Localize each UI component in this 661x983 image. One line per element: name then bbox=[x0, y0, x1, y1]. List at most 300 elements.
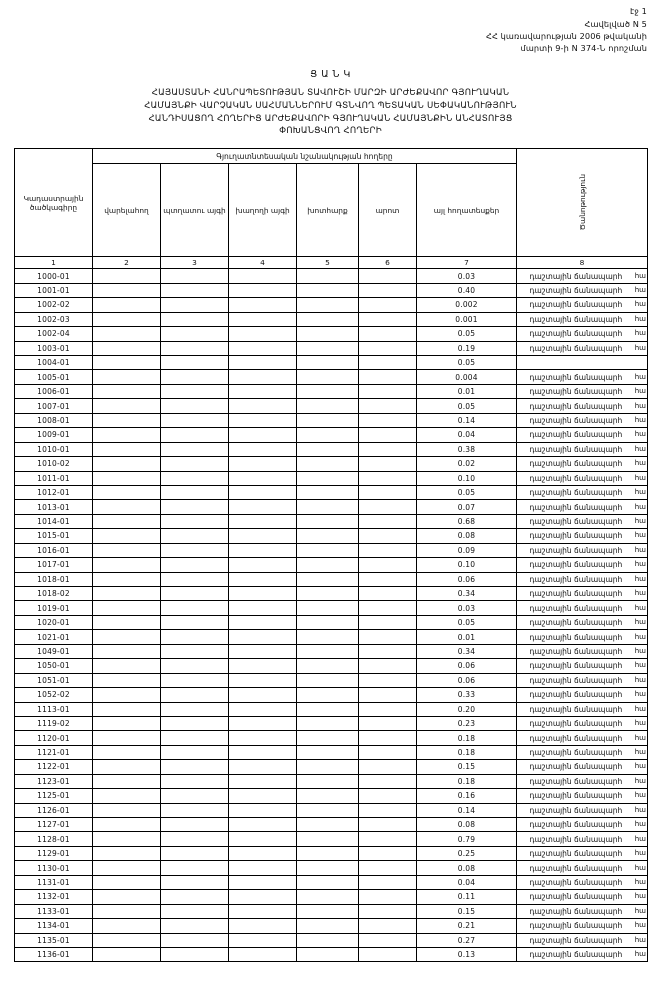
cell-note-text: դաշտային ճանապարհ bbox=[529, 791, 623, 801]
cell-arable bbox=[93, 500, 161, 514]
cell-note-unit: հա bbox=[634, 762, 647, 771]
cell-pasture bbox=[359, 933, 417, 947]
cell-vineyard bbox=[229, 774, 297, 788]
cell-vineyard bbox=[229, 904, 297, 918]
cell-arable bbox=[93, 269, 161, 283]
cell-note-unit: հա bbox=[634, 921, 647, 930]
column-header-orchard: պտղատու այգի bbox=[161, 164, 229, 257]
cell-cadastral-code: 1018-02 bbox=[15, 587, 93, 601]
cell-note-text: դաշտային ճանապարհ bbox=[529, 329, 623, 339]
cell-other-lands: 0.68 bbox=[417, 514, 517, 528]
cell-note-unit: հա bbox=[634, 271, 647, 280]
table-row bbox=[15, 688, 648, 702]
cell-note bbox=[517, 442, 648, 456]
cell-note-text: դաշտային ճանապարհ bbox=[529, 300, 623, 310]
cell-orchard bbox=[161, 731, 229, 745]
cell-note bbox=[517, 399, 648, 413]
cell-arable bbox=[93, 919, 161, 933]
cell-cadastral-code: 1014-01 bbox=[15, 514, 93, 528]
cell-orchard bbox=[161, 904, 229, 918]
cell-pasture bbox=[359, 832, 417, 846]
cell-vineyard bbox=[229, 702, 297, 716]
cell-note-text: դաշտային ճանապարհ bbox=[529, 603, 623, 613]
cell-vineyard bbox=[229, 457, 297, 471]
cell-arable bbox=[93, 485, 161, 499]
cell-other-lands: 0.38 bbox=[417, 442, 517, 456]
cell-note-text: դաշտային ճանապարհ bbox=[529, 473, 623, 483]
table-row bbox=[15, 572, 648, 586]
cell-note-unit: հա bbox=[634, 719, 647, 728]
cell-vineyard bbox=[229, 327, 297, 341]
cell-arable bbox=[93, 861, 161, 875]
cell-arable bbox=[93, 803, 161, 817]
cell-orchard bbox=[161, 947, 229, 961]
cell-note-text: դաշտային ճանապարհ bbox=[529, 545, 623, 555]
cell-hayfield bbox=[297, 789, 359, 803]
cell-note bbox=[517, 774, 648, 788]
cell-other-lands: 0.04 bbox=[417, 875, 517, 889]
cell-cadastral-code: 1122-01 bbox=[15, 760, 93, 774]
cell-arable bbox=[93, 615, 161, 629]
cell-note-unit: հա bbox=[634, 820, 647, 829]
cell-pasture bbox=[359, 399, 417, 413]
cell-hayfield bbox=[297, 846, 359, 860]
cell-arable bbox=[93, 601, 161, 615]
cell-pasture bbox=[359, 514, 417, 528]
cell-pasture bbox=[359, 947, 417, 961]
cell-arable bbox=[93, 471, 161, 485]
cell-other-lands: 0.19 bbox=[417, 341, 517, 355]
cell-vineyard bbox=[229, 630, 297, 644]
table-row bbox=[15, 529, 648, 543]
cell-note-unit: հա bbox=[634, 329, 647, 338]
cell-arable bbox=[93, 760, 161, 774]
column-header-note bbox=[517, 149, 648, 257]
table-row bbox=[15, 789, 648, 803]
cell-orchard bbox=[161, 789, 229, 803]
cell-pasture bbox=[359, 789, 417, 803]
cell-hayfield bbox=[297, 716, 359, 730]
cell-hayfield bbox=[297, 413, 359, 427]
cell-note-unit: հա bbox=[634, 502, 647, 511]
cell-orchard bbox=[161, 861, 229, 875]
cell-note-unit: հա bbox=[634, 387, 647, 396]
cell-cadastral-code: 1021-01 bbox=[15, 630, 93, 644]
cell-note bbox=[517, 630, 648, 644]
table-row bbox=[15, 471, 648, 485]
cell-cadastral-code: 1126-01 bbox=[15, 803, 93, 817]
table-row bbox=[15, 399, 648, 413]
cell-other-lands: 0.004 bbox=[417, 370, 517, 384]
cell-orchard bbox=[161, 283, 229, 297]
cell-other-lands: 0.15 bbox=[417, 904, 517, 918]
cell-hayfield bbox=[297, 341, 359, 355]
cell-arable bbox=[93, 890, 161, 904]
cell-vineyard bbox=[229, 861, 297, 875]
cell-orchard bbox=[161, 500, 229, 514]
cell-cadastral-code: 1130-01 bbox=[15, 861, 93, 875]
table-row bbox=[15, 832, 648, 846]
cell-note-text: դաշտային ճանապարհ bbox=[529, 531, 623, 541]
cell-note-text: դաշտային ճանապարհ bbox=[529, 805, 623, 815]
cell-note-unit: հա bbox=[634, 748, 647, 757]
land-parcels-table bbox=[14, 148, 648, 962]
cell-note-unit: հա bbox=[634, 343, 647, 352]
cell-orchard bbox=[161, 760, 229, 774]
table-row bbox=[15, 861, 648, 875]
cell-other-lands: 0.05 bbox=[417, 399, 517, 413]
cell-vineyard bbox=[229, 890, 297, 904]
cell-arable bbox=[93, 673, 161, 687]
cell-orchard bbox=[161, 659, 229, 673]
cell-note-text: դաշտային ճանապարհ bbox=[529, 762, 623, 772]
cell-pasture bbox=[359, 341, 417, 355]
cell-note-unit: հա bbox=[634, 877, 647, 886]
table-row bbox=[15, 875, 648, 889]
cell-other-lands: 0.08 bbox=[417, 818, 517, 832]
table-row bbox=[15, 702, 648, 716]
cell-hayfield bbox=[297, 298, 359, 312]
cell-other-lands: 0.79 bbox=[417, 832, 517, 846]
cell-pasture bbox=[359, 673, 417, 687]
cell-pasture bbox=[359, 644, 417, 658]
cell-arable bbox=[93, 356, 161, 370]
cell-arable bbox=[93, 341, 161, 355]
cell-other-lands: 0.18 bbox=[417, 731, 517, 745]
cell-note-unit: հա bbox=[634, 661, 647, 670]
cell-note bbox=[517, 919, 648, 933]
table-row bbox=[15, 341, 648, 355]
table-row bbox=[15, 644, 648, 658]
cell-cadastral-code: 1000-01 bbox=[15, 269, 93, 283]
cell-cadastral-code: 1120-01 bbox=[15, 731, 93, 745]
cell-orchard bbox=[161, 587, 229, 601]
cell-note-text: դաշտային ճանապարհ bbox=[529, 560, 623, 570]
cell-arable bbox=[93, 298, 161, 312]
cell-orchard bbox=[161, 514, 229, 528]
cell-note-unit: հա bbox=[634, 314, 647, 323]
cell-vineyard bbox=[229, 673, 297, 687]
cell-vineyard bbox=[229, 312, 297, 326]
cell-arable bbox=[93, 745, 161, 759]
column-number-1: 1 bbox=[15, 257, 93, 269]
cell-hayfield bbox=[297, 832, 359, 846]
cell-hayfield bbox=[297, 731, 359, 745]
cell-note-text: դաշտային ճանապարհ bbox=[529, 517, 623, 527]
cell-note-text: դաշտային ճանապարհ bbox=[529, 820, 623, 830]
table-row bbox=[15, 659, 648, 673]
cell-note-unit: հա bbox=[634, 935, 647, 944]
cell-other-lands: 0.05 bbox=[417, 356, 517, 370]
cell-arable bbox=[93, 543, 161, 557]
cell-hayfield bbox=[297, 312, 359, 326]
cell-orchard bbox=[161, 846, 229, 860]
cell-note-text: դաշտային ճանապարհ bbox=[529, 877, 623, 887]
cell-hayfield bbox=[297, 601, 359, 615]
cell-other-lands: 0.02 bbox=[417, 457, 517, 471]
cell-note bbox=[517, 947, 648, 961]
annex-line-2: մարտի 9-ի N 374-Ն որոշման bbox=[520, 42, 647, 53]
column-number-5: 5 bbox=[297, 257, 359, 269]
cell-cadastral-code: 1011-01 bbox=[15, 471, 93, 485]
table-row bbox=[15, 269, 648, 283]
cell-arable bbox=[93, 370, 161, 384]
cell-note bbox=[517, 457, 648, 471]
cell-note-text: դաշտային ճանապարհ bbox=[529, 415, 623, 425]
cell-hayfield bbox=[297, 442, 359, 456]
cell-pasture bbox=[359, 630, 417, 644]
cell-note-unit: հա bbox=[634, 733, 647, 742]
cell-arable bbox=[93, 587, 161, 601]
column-number-8: 8 bbox=[517, 257, 648, 269]
cell-cadastral-code: 1132-01 bbox=[15, 890, 93, 904]
column-header-pasture: արոտ bbox=[359, 164, 417, 257]
cell-hayfield bbox=[297, 688, 359, 702]
cell-other-lands: 0.05 bbox=[417, 327, 517, 341]
cell-arable bbox=[93, 529, 161, 543]
cell-hayfield bbox=[297, 745, 359, 759]
cell-vineyard bbox=[229, 471, 297, 485]
cell-hayfield bbox=[297, 774, 359, 788]
table-row bbox=[15, 760, 648, 774]
cell-vineyard bbox=[229, 818, 297, 832]
cell-other-lands: 0.03 bbox=[417, 269, 517, 283]
title-line-3: ՀԱՆԴԻՍԱՑՈՂ ՀՈՂԵՐԻՑ ԱՐԺԵՔԱՎՈՐԻ ԳՅՈՒՂԱԿԱՆ ՀԱՄԱՅՆՔԻՆ ԱՆՀԱՏՈՒՅՑ bbox=[148, 113, 513, 124]
cell-cadastral-code: 1131-01 bbox=[15, 875, 93, 889]
cell-orchard bbox=[161, 428, 229, 442]
cell-other-lands: 0.03 bbox=[417, 601, 517, 615]
cell-note-text: դաշտային ճանապարհ bbox=[529, 271, 623, 281]
annex-reference bbox=[486, 6, 647, 55]
cell-other-lands: 0.09 bbox=[417, 543, 517, 557]
cell-note-text: դաշտային ճանապարհ bbox=[529, 589, 623, 599]
cell-note-unit: հա bbox=[634, 473, 647, 482]
cell-note bbox=[517, 543, 648, 557]
cell-note-unit: հա bbox=[634, 401, 647, 410]
page-title bbox=[14, 68, 647, 139]
table-row bbox=[15, 890, 648, 904]
cell-hayfield bbox=[297, 702, 359, 716]
cell-orchard bbox=[161, 716, 229, 730]
cell-orchard bbox=[161, 630, 229, 644]
cell-cadastral-code: 1135-01 bbox=[15, 933, 93, 947]
cell-note-unit: հա bbox=[634, 286, 647, 295]
cell-note bbox=[517, 760, 648, 774]
cell-cadastral-code: 1002-02 bbox=[15, 298, 93, 312]
cell-pasture bbox=[359, 558, 417, 572]
cell-note-unit: հա bbox=[634, 517, 647, 526]
cell-cadastral-code: 1017-01 bbox=[15, 558, 93, 572]
cell-note bbox=[517, 485, 648, 499]
annex-line-1: ՀՀ կառավարության 2006 թվականի bbox=[485, 30, 647, 41]
cell-arable bbox=[93, 558, 161, 572]
table-row bbox=[15, 384, 648, 398]
cell-pasture bbox=[359, 904, 417, 918]
cell-orchard bbox=[161, 832, 229, 846]
cell-orchard bbox=[161, 269, 229, 283]
cell-cadastral-code: 1121-01 bbox=[15, 745, 93, 759]
cell-pasture bbox=[359, 745, 417, 759]
cell-vineyard bbox=[229, 384, 297, 398]
cell-arable bbox=[93, 716, 161, 730]
cell-cadastral-code: 1020-01 bbox=[15, 615, 93, 629]
cell-note-unit: հա bbox=[634, 849, 647, 858]
cell-arable bbox=[93, 442, 161, 456]
cell-other-lands: 0.25 bbox=[417, 846, 517, 860]
cell-note bbox=[517, 298, 648, 312]
cell-note bbox=[517, 269, 648, 283]
cell-pasture bbox=[359, 688, 417, 702]
cell-note-unit: հա bbox=[634, 372, 647, 381]
cell-other-lands: 0.15 bbox=[417, 760, 517, 774]
cell-note-text: դաշտային ճանապարհ bbox=[529, 733, 623, 743]
cell-pasture bbox=[359, 803, 417, 817]
cell-orchard bbox=[161, 890, 229, 904]
cell-note-unit: հա bbox=[634, 603, 647, 612]
cell-note-unit: հա bbox=[634, 618, 647, 627]
cell-cadastral-code: 1128-01 bbox=[15, 832, 93, 846]
cell-cadastral-code: 1005-01 bbox=[15, 370, 93, 384]
cell-pasture bbox=[359, 327, 417, 341]
cell-orchard bbox=[161, 702, 229, 716]
cell-note bbox=[517, 601, 648, 615]
cell-cadastral-code: 1012-01 bbox=[15, 485, 93, 499]
cell-note bbox=[517, 673, 648, 687]
cell-note bbox=[517, 702, 648, 716]
cell-other-lands: 0.23 bbox=[417, 716, 517, 730]
cell-note bbox=[517, 890, 648, 904]
cell-cadastral-code: 1123-01 bbox=[15, 774, 93, 788]
cell-vineyard bbox=[229, 933, 297, 947]
cell-other-lands: 0.13 bbox=[417, 947, 517, 961]
column-group-header-agricultural: Գյուղատնտեսական նշանակության հողերը bbox=[93, 149, 517, 164]
cell-note-unit: հա bbox=[634, 863, 647, 872]
cell-pasture bbox=[359, 774, 417, 788]
column-header-other-lands: այլ հողատեսքեր bbox=[417, 164, 517, 257]
cell-cadastral-code: 1119-02 bbox=[15, 716, 93, 730]
cell-vineyard bbox=[229, 572, 297, 586]
cell-other-lands: 0.14 bbox=[417, 803, 517, 817]
title-line-4: ՓՈԽԱՆՑՎՈՂ ՀՈՂԵՐԻ bbox=[279, 126, 382, 137]
cell-vineyard bbox=[229, 543, 297, 557]
column-number-2: 2 bbox=[93, 257, 161, 269]
cell-orchard bbox=[161, 370, 229, 384]
cell-orchard bbox=[161, 818, 229, 832]
cell-arable bbox=[93, 789, 161, 803]
cell-orchard bbox=[161, 298, 229, 312]
cell-note-text: դաշտային ճանապարհ bbox=[529, 387, 623, 397]
cell-note-text: դաշտային ճանապարհ bbox=[529, 892, 623, 902]
cell-hayfield bbox=[297, 356, 359, 370]
cell-orchard bbox=[161, 688, 229, 702]
table-row bbox=[15, 716, 648, 730]
table-row bbox=[15, 818, 648, 832]
cell-note bbox=[517, 500, 648, 514]
cell-note-text: դաշտային ճանապարհ bbox=[529, 502, 623, 512]
cell-note-unit: հա bbox=[634, 545, 647, 554]
cell-hayfield bbox=[297, 514, 359, 528]
cell-note-unit: հա bbox=[634, 300, 647, 309]
cell-cadastral-code: 1133-01 bbox=[15, 904, 93, 918]
table-row bbox=[15, 543, 648, 557]
cell-orchard bbox=[161, 529, 229, 543]
title-line-2: ՀԱՄԱՅՆՔԻ ՎԱՐՉԱԿԱՆ ՍԱՀՄԱՆՆԵՐՈՒՄ ԳՏՆՎՈՂ ՊԵՏԱԿԱՆ ՍԵՓԱԿԱՆՈՒԹՅՈՒՆ bbox=[144, 100, 517, 111]
cell-arable bbox=[93, 399, 161, 413]
cell-note-unit: հա bbox=[634, 560, 647, 569]
cell-note-unit: հա bbox=[634, 574, 647, 583]
table-row bbox=[15, 442, 648, 456]
cell-other-lands: 0.18 bbox=[417, 774, 517, 788]
cell-cadastral-code: 1127-01 bbox=[15, 818, 93, 832]
cell-orchard bbox=[161, 442, 229, 456]
cell-cadastral-code: 1003-01 bbox=[15, 341, 93, 355]
cell-pasture bbox=[359, 312, 417, 326]
cell-arable bbox=[93, 457, 161, 471]
cell-pasture bbox=[359, 890, 417, 904]
table-row bbox=[15, 904, 648, 918]
cell-note-text: դաշտային ճանապարհ bbox=[529, 314, 623, 324]
cell-arable bbox=[93, 572, 161, 586]
cell-vineyard bbox=[229, 428, 297, 442]
cell-note-unit: հա bbox=[634, 444, 647, 453]
cell-orchard bbox=[161, 356, 229, 370]
cell-arable bbox=[93, 688, 161, 702]
cell-other-lands: 0.08 bbox=[417, 861, 517, 875]
cell-note-text: դաշտային ճանապարհ bbox=[529, 286, 623, 296]
cell-note-text: դաշտային ճանապարհ bbox=[529, 574, 623, 584]
title-line-1: ՀԱՅԱՍՏԱՆԻ ՀԱՆՐԱՊԵՏՈՒԹՅԱՆ ՏԱՎՈՒՇԻ ՄԱՐԶԻ ԱՐԺԵՔԱՎՈՐ ԳՅՈՒՂԱԿԱՆ bbox=[151, 87, 510, 98]
cell-note bbox=[517, 413, 648, 427]
cell-arable bbox=[93, 630, 161, 644]
cell-note bbox=[517, 688, 648, 702]
column-number-6: 6 bbox=[359, 257, 417, 269]
cell-orchard bbox=[161, 933, 229, 947]
cell-arable bbox=[93, 413, 161, 427]
cell-cadastral-code: 1010-01 bbox=[15, 442, 93, 456]
cell-orchard bbox=[161, 413, 229, 427]
cell-other-lands: 0.05 bbox=[417, 485, 517, 499]
cell-vineyard bbox=[229, 413, 297, 427]
cell-note-text: դաշտային ճանապարհ bbox=[529, 444, 623, 454]
cell-hayfield bbox=[297, 485, 359, 499]
cell-note bbox=[517, 659, 648, 673]
cell-pasture bbox=[359, 384, 417, 398]
cell-note-unit: հա bbox=[634, 950, 647, 959]
table-row bbox=[15, 327, 648, 341]
cell-vineyard bbox=[229, 500, 297, 514]
cell-note-text: դաշտային ճանապարհ bbox=[529, 776, 623, 786]
cell-arable bbox=[93, 283, 161, 297]
cell-pasture bbox=[359, 485, 417, 499]
cell-cadastral-code: 1002-03 bbox=[15, 312, 93, 326]
cell-note bbox=[517, 818, 648, 832]
cell-pasture bbox=[359, 716, 417, 730]
table-row bbox=[15, 370, 648, 384]
cell-other-lands: 0.34 bbox=[417, 587, 517, 601]
column-number-7: 7 bbox=[417, 257, 517, 269]
cell-pasture bbox=[359, 846, 417, 860]
cell-pasture bbox=[359, 875, 417, 889]
cell-orchard bbox=[161, 875, 229, 889]
cell-pasture bbox=[359, 572, 417, 586]
cell-arable bbox=[93, 832, 161, 846]
cell-vineyard bbox=[229, 803, 297, 817]
cell-hayfield bbox=[297, 558, 359, 572]
cell-note bbox=[517, 875, 648, 889]
cell-note-text: դաշտային ճանապարհ bbox=[529, 459, 623, 469]
cell-note-text: դաշտային ճանապարհ bbox=[529, 748, 623, 758]
cell-other-lands: 0.27 bbox=[417, 933, 517, 947]
